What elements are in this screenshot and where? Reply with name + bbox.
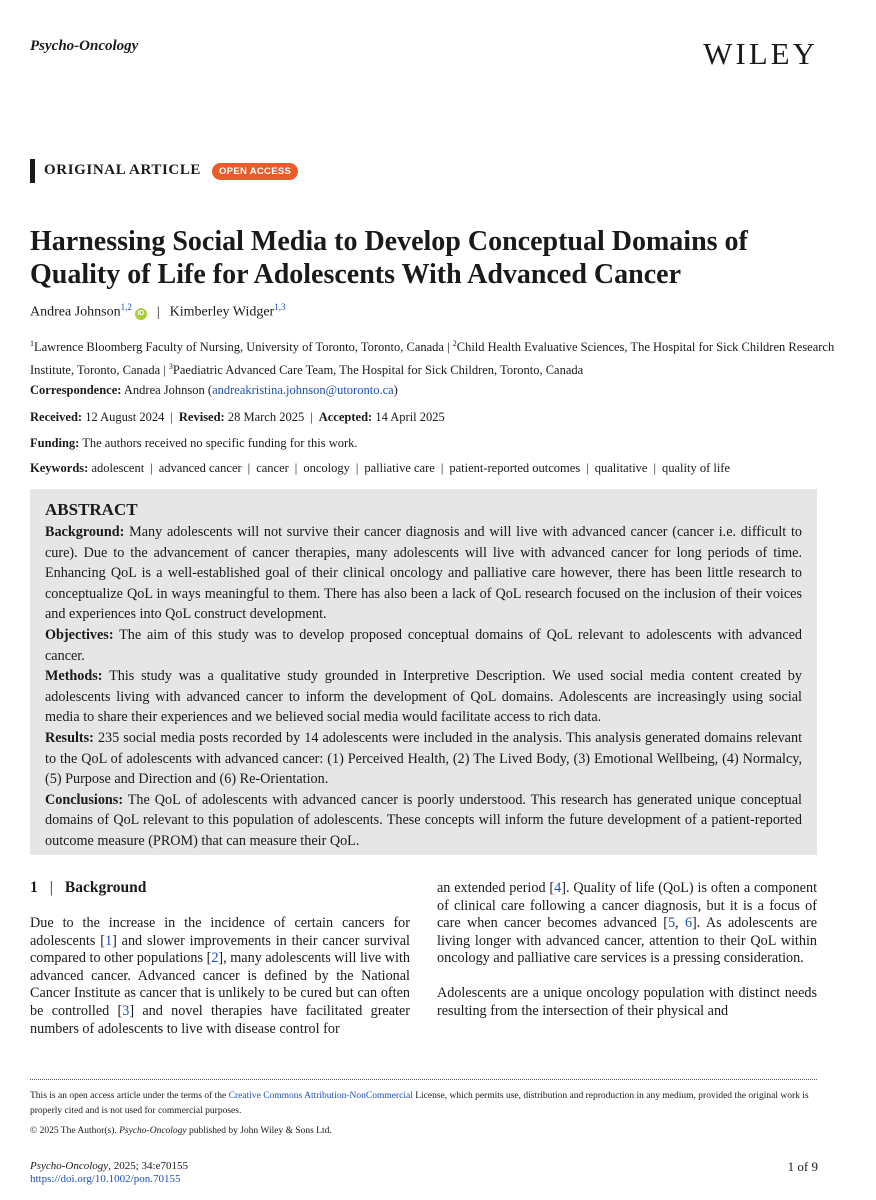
license-notice: This is an open access article under the terms of the Creative Commons Attribution-NonCommercial License, which permits use, distribution and reproduction in any medium, provided the original work is properly cited and is not used for commercial purposes. [30, 1091, 809, 1116]
body-paragraph: Due to the increase in the incidence of certain cancers for adolescents [1] and slower improvements in their cancer survival compared to other populations [2], many adolescents will live with advanced cancer. Advanced cancer is defined by the National Cancer Institute as cancer that is unlikely to be cured but can often be controlled [3] and novel therapies have facilitated greater numbers of adolescents to live with disease control for [30, 915, 411, 1037]
accepted-date: 14 April 2025 [375, 410, 445, 424]
correspondence-email-link[interactable]: andreakristina.johnson@utoronto.ca [212, 383, 394, 397]
funding-text: The authors received no specific funding for this work. [82, 436, 358, 450]
affil-text: Child Health Evaluative Sciences, The Hospital for Sick Children Research Institute, Toronto, Canada [30, 340, 835, 378]
correspondence-label: Correspondence: [30, 383, 122, 397]
revised-date: 28 March 2025 [227, 410, 305, 424]
author-affil-ref[interactable]: 1,2 [120, 302, 132, 312]
keyword[interactable]: quality of life [661, 461, 731, 475]
received-label: Received: [30, 410, 83, 424]
citation-link[interactable]: 1 [104, 932, 113, 949]
body-column-right [437, 880, 817, 1037]
journal-name: Psycho-Oncology [30, 38, 139, 54]
citation-link[interactable]: 5 [667, 915, 676, 932]
license-link[interactable]: Creative Commons Attribution-NonCommercial [228, 1091, 413, 1101]
keyword[interactable]: oncology [303, 461, 350, 475]
keyword[interactable]: qualitative [594, 461, 648, 475]
keyword[interactable]: advanced cancer [158, 461, 242, 475]
article-title: Harnessing Social Media to Develop Conceptual Domains of Quality of Life for Adolescents With Advanced Cancer [30, 226, 748, 290]
affil-number: 2 [452, 339, 457, 348]
abstract-conclusions: Conclusions: The QoL of adolescents with advanced cancer is poorly understood. This research has generated unique conceptual domains of QoL relevant to this population of adolescents. These concepts will inform the future development of a patient-reported outcome measure (PROM) that can measure their QoL. [45, 791, 803, 849]
footer-citation: Psycho-Oncology, 2025; 34:e70155 [30, 1160, 188, 1172]
article-dates: Received: 12 August 2024 | Revised: 28 March 2025 | Accepted: 14 April 2025 [30, 410, 445, 424]
correspondence: Correspondence: Andrea Johnson (andreakristina.johnson@utoronto.ca) [30, 383, 398, 397]
body-paragraph: Adolescents are a unique oncology population with distinct needs resulting from the intersection of their physical and [437, 984, 817, 1019]
body-paragraph: an extended period [4]. Quality of life (QoL) is often a component of clinical care following a cancer diagnosis, but it is a focus of care when cancer becomes advanced [5, 6]. As adolescents are living longer with advanced cancer, attention to their QoL within oncology and palliative care services is a pressing consideration. [437, 880, 818, 967]
doi-link[interactable]: https://doi.org/10.1002/pon.70155 [30, 1173, 181, 1185]
abstract-results: Results: 235 social media posts recorded by 14 adolescents were included in the analysis. This analysis generated domains relevant to the QoL of adolescents with advanced cancer: (1) Perceived Health, (2) The Lived Body, (3) Emotional Wellbeing, (4) Normalcy, (5) Purpose and Direction and (6) Re-Orientation. [45, 729, 803, 788]
keyword[interactable]: palliative care [364, 461, 435, 475]
abstract-heading: ABSTRACT [45, 500, 138, 519]
section-heading-background: 1 | Background [30, 879, 147, 896]
abstract-background: Background: Many adolescents will not survive their cancer diagnosis and will live with advanced cancer (cancer i.e. difficult to cure). Due to the advancement of cancer therapies, many adolescents will live with advanced cancer for long periods of time. Enhancing QoL is a well-established goal of their clinical oncology and palliative care however, there has been little research to conceptualize QoL in ways meaningful to them. There has also been a lack of QoL research focused on the inclusion of their voices and experiences into QoL construct development. [45, 524, 803, 623]
footer-divider [30, 1079, 817, 1080]
accepted-label: Accepted: [318, 410, 373, 424]
author-name[interactable]: Kimberley Widger [169, 304, 275, 320]
affil-number: 3 [168, 362, 173, 372]
abstract-body [45, 522, 802, 852]
revised-label: Revised: [178, 410, 225, 424]
affil-number: 1 [30, 339, 34, 348]
keywords-label: Keywords: [30, 461, 89, 475]
citation-link[interactable]: 2 [211, 950, 219, 967]
body-column-left [30, 915, 410, 1055]
abstract-objectives: Objectives: The aim of this study was to develop proposed conceptual domains of QoL relevant to adolescents with advanced cancer. [45, 626, 803, 664]
affiliations: $^1$Lawrence Bloomberg Faculty of Nursing, University of Toronto, Toronto, Canada | $^2$Child Health Evaluative Sciences, The Hospital for Sick Children Research Institute, Toronto, Canada | $^3$Paediatric Advanced Care Team, The Hospital for Sick Children, Toronto, Canada [30, 339, 835, 378]
affil-text: Paediatric Advanced Care Team, The Hospital for Sick Children, Toronto, Canada [172, 363, 584, 378]
author-name[interactable]: Andrea Johnson [30, 304, 121, 320]
correspondence-name: Andrea Johnson [123, 383, 205, 397]
author-separator: | [156, 304, 160, 320]
citation-link[interactable]: 4 [554, 880, 562, 896]
author-affil-ref[interactable]: 1,3 [274, 302, 286, 312]
funding-label: Funding: [30, 436, 80, 450]
keyword[interactable]: cancer [256, 461, 289, 475]
open-access-badge: OPEN ACCESS [212, 163, 298, 180]
affil-text: Lawrence Bloomberg Faculty of Nursing, University of Toronto, Toronto, Canada [34, 340, 444, 355]
publisher-logo: WILEY [703, 36, 818, 71]
article-type: ORIGINAL ARTICLE [44, 162, 202, 178]
keyword[interactable]: patient-reported outcomes [449, 461, 581, 475]
orcid-icon[interactable]: iD [135, 308, 147, 320]
citation-link[interactable]: 6 [684, 915, 693, 932]
copyright: © 2025 The Author(s). Psycho-Oncology published by John Wiley & Sons Ltd. [30, 1126, 332, 1136]
article-type-bar [30, 159, 35, 183]
received-date: 12 August 2024 [85, 410, 165, 424]
keyword[interactable]: adolescent [91, 461, 145, 475]
page-number: 1 of 9 [787, 1159, 818, 1174]
author-list [30, 302, 285, 321]
citation-link[interactable]: 3 [122, 1002, 130, 1019]
abstract-methods: Methods: This study was a qualitative study grounded in Interpretive Description. We used social media content created by adolescents living with advanced cancer to inform the development of QoL domains. Adolescents are increasingly using social media to share their experiences and we believed social media would facilitate access to rich data. [45, 668, 802, 726]
keywords: Keywords: adolescent | advanced cancer | cancer | oncology | palliative care | patient-reported outcomes | qualitative | quality of life [30, 461, 731, 475]
funding [30, 436, 358, 451]
